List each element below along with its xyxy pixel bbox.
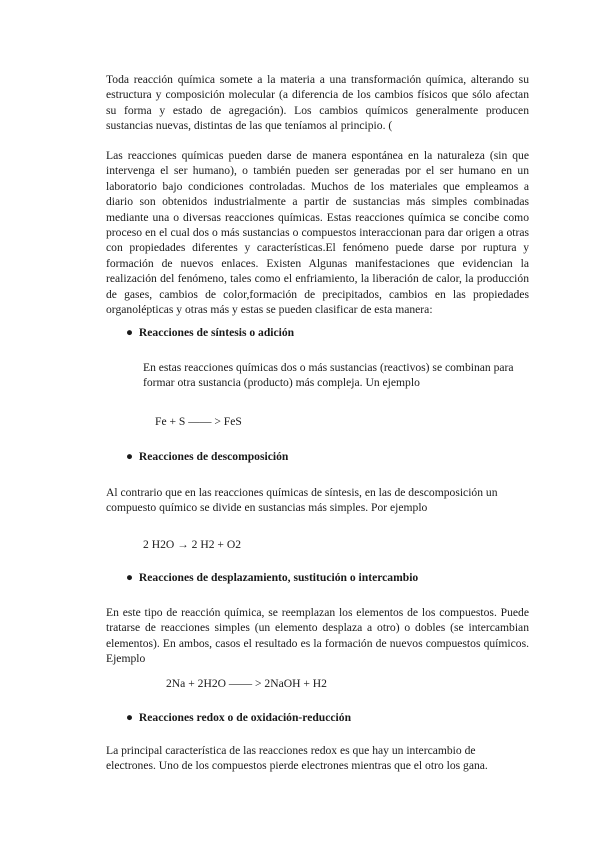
section-title: Reacciones de descomposición bbox=[138, 450, 289, 463]
decomposition-equation: 2 H2O → 2 H2 + O2 bbox=[143, 538, 241, 551]
intro-paragraph: Toda reacción química somete a la materia a una transformación química, alterando su estructura y composición molecular (a diferencia de los cambios físicos que sólo afectan su forma y estado de agregación). Los cambios químicos generalmente producen sustancias nuevas, distintas de las que teníamos al principio. ( bbox=[106, 73, 529, 133]
reactions-paragraph: Las reacciones químicas pueden darse de manera espontánea en la naturaleza (sin que intervenga el ser humano), o también pueden ser generadas por el ser humano en un laboratorio bajo condiciones controladas. Muchos de los materiales que empleamos a diario son obtenidos industrialmente a partir de sustancias más simples combinadas mediante una o diversas reacciones químicas. Estas reacciones química se concibe como proceso en el cual dos o más sustancias o compuestos interaccionan para dar origen a otras con propiedades diferentes y características.El fenómeno puede darse por ruptura y formación de nuevos enlaces. Existen Algunas manifestaciones que evidencian la realización del fenómeno, tales como el enfriamiento, la liberación de calor, la producción de gases, cambios de color,formación de precipitados, cambios en las propiedades organolépticas y otras más y estas se pueden clasificar de esta manera: bbox=[106, 149, 529, 317]
section-title: Reacciones de síntesis o adición bbox=[138, 326, 295, 339]
displacement-equation: 2Na + 2H2O —— > 2NaOH + H2 bbox=[166, 677, 327, 690]
section-heading-displacement bbox=[126, 570, 526, 585]
bullet-icon: ● bbox=[126, 571, 134, 584]
bullet-icon: ● bbox=[126, 450, 134, 463]
section-title: Reacciones de desplazamiento, sustitución o intercambio bbox=[138, 571, 419, 584]
synthesis-paragraph: En estas reacciones químicas dos o más sustancias (reactivos) se combinan para formar otra sustancia (producto) más compleja. Un ejemplo bbox=[143, 361, 514, 390]
section-heading-synthesis bbox=[126, 325, 526, 340]
bullet-icon: ● bbox=[126, 326, 134, 339]
section-title: Reacciones redox o de oxidación-reducción bbox=[138, 711, 352, 724]
section-heading-decomposition bbox=[126, 449, 526, 464]
redox-paragraph: La principal característica de las reacciones redox es que hay un intercambio de electrones. Uno de los compuestos pierde electrones mientras que el otro los gana. bbox=[106, 744, 488, 773]
displacement-paragraph: En este tipo de reacción química, se reemplazan los elementos de los compuestos. Puede tratarse de reacciones simples (un elemento desplaza a otro) o dobles (se intercambian elementos). En ambos, casos el resultado es la formación de nuevos compuestos químicos. Ejemplo bbox=[106, 606, 529, 666]
section-heading-redox bbox=[126, 710, 526, 725]
synthesis-equation: Fe + S —— > FeS bbox=[155, 415, 242, 428]
decomposition-paragraph: Al contrario que en las reacciones químicas de síntesis, en las de descomposición un compuesto químico se divide en sustancias más simples. Por ejemplo bbox=[106, 486, 498, 515]
bullet-icon: ● bbox=[126, 711, 134, 724]
